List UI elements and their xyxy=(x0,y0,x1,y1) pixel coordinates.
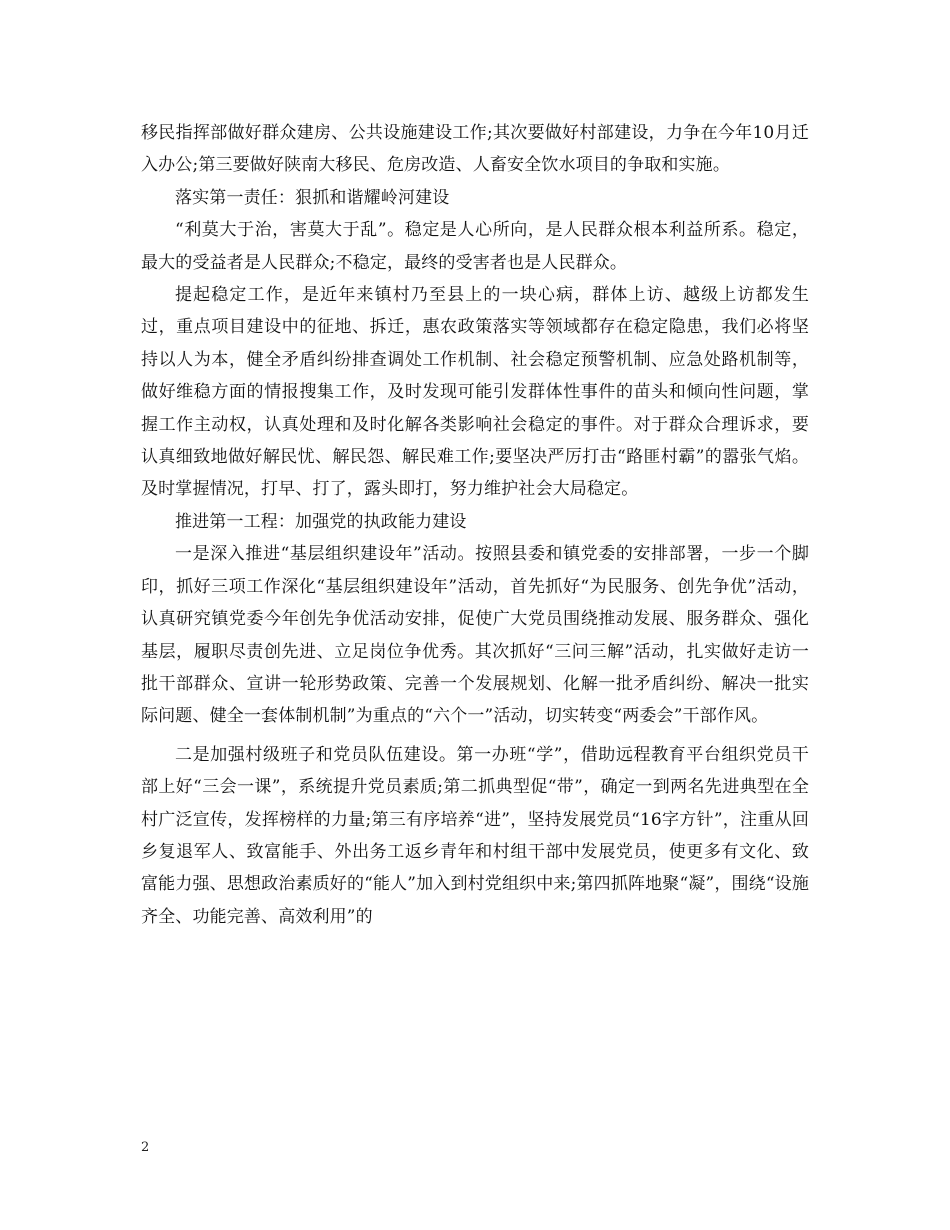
page-number: 2 xyxy=(141,1140,150,1155)
section-heading-party-building: 推进第一工程：加强党的执政能力建设 xyxy=(175,511,467,532)
document-body xyxy=(141,117,809,933)
paragraph-stability-quote: “利莫大于治，害莫大于乱”。稳定是人心所向，是人民群众根本利益所系。稳定，最大的受益者是人民群众;不稳定，最终的受害者也是人民群众。 xyxy=(141,220,809,273)
paragraph-party-team-building: 二是加强村级班子和党员队伍建设。第一办班“学”，借助远程教育平台组织党员干部上好“三会一课”，系统提升党员素质;第二抓典型促“带”，确定一到两名先进典型在全村广泛宣传，发挥榜样的力量;第三有序培养“进”，坚持发展党员“16字方针”，注重从回乡复退军人、致富能手、外出务工返乡青年和村组干部中发展党员，使更多有文化、致富能力强、思想政治素质好的“能人”加入到村党组织中来;第四抓阵地聚“凝”，围绕“设施齐全、功能完善、高效利用”的 xyxy=(141,744,809,927)
paragraph-stability-work: 提起稳定工作，是近年来镇村乃至县上的一块心病，群体上访、越级上访都发生过，重点项目建设中的征地、拆迁，惠农政策落实等领域都存在稳定隐患，我们必将坚持以人为本，健全矛盾纠纷排查调处工作机制、社会稳定预警机制、应急处路机制等，做好维稳方面的情报搜集工作，及时发现可能引发群体性事件的苗头和倾向性问题，掌握工作主动权，认真处理和及时化解各类影响社会稳定的事件。对于群众合理诉求，要认真细致地做好解民忧、解民怨、解民难工作;要坚决严厉打击“路匪村霸”的嚣张气焰。及时掌握情况，打早、打了，露头即打，努力维护社会大局稳定。 xyxy=(141,285,809,500)
section-heading-stability: 落实第一责任：狠抓和谐耀岭河建设 xyxy=(175,187,450,208)
paragraph-grassroots-organization: 一是深入推进“基层组织建设年”活动。按照县委和镇党委的安排部署，一步一个脚印，抓好三项工作深化“基层组织建设年”活动，首先抓好“为民服务、创先争优”活动，认真研究镇党委今年创先争优活动安排，促使广大党员围绕推动发展、服务群众、强化基层，履职尽责创先进、立足岗位争优秀。其次抓好“三问三解”活动，扎实做好走访一批干部群众、宣讲一轮形势政策、完善一个发展规划、化解一批矛盾纠纷、解决一批实际问题、健全一套体制机制”为重点的“六个一”活动，切实转变“两委会”干部作风。 xyxy=(141,544,809,727)
paragraph-relocation: 移民指挥部做好群众建房、公共设施建设工作;其次要做好村部建设，力争在今年10月迁入办公;第三要做好陕南大移民、危房改造、人畜安全饮水项目的争取和实施。 xyxy=(141,123,809,176)
